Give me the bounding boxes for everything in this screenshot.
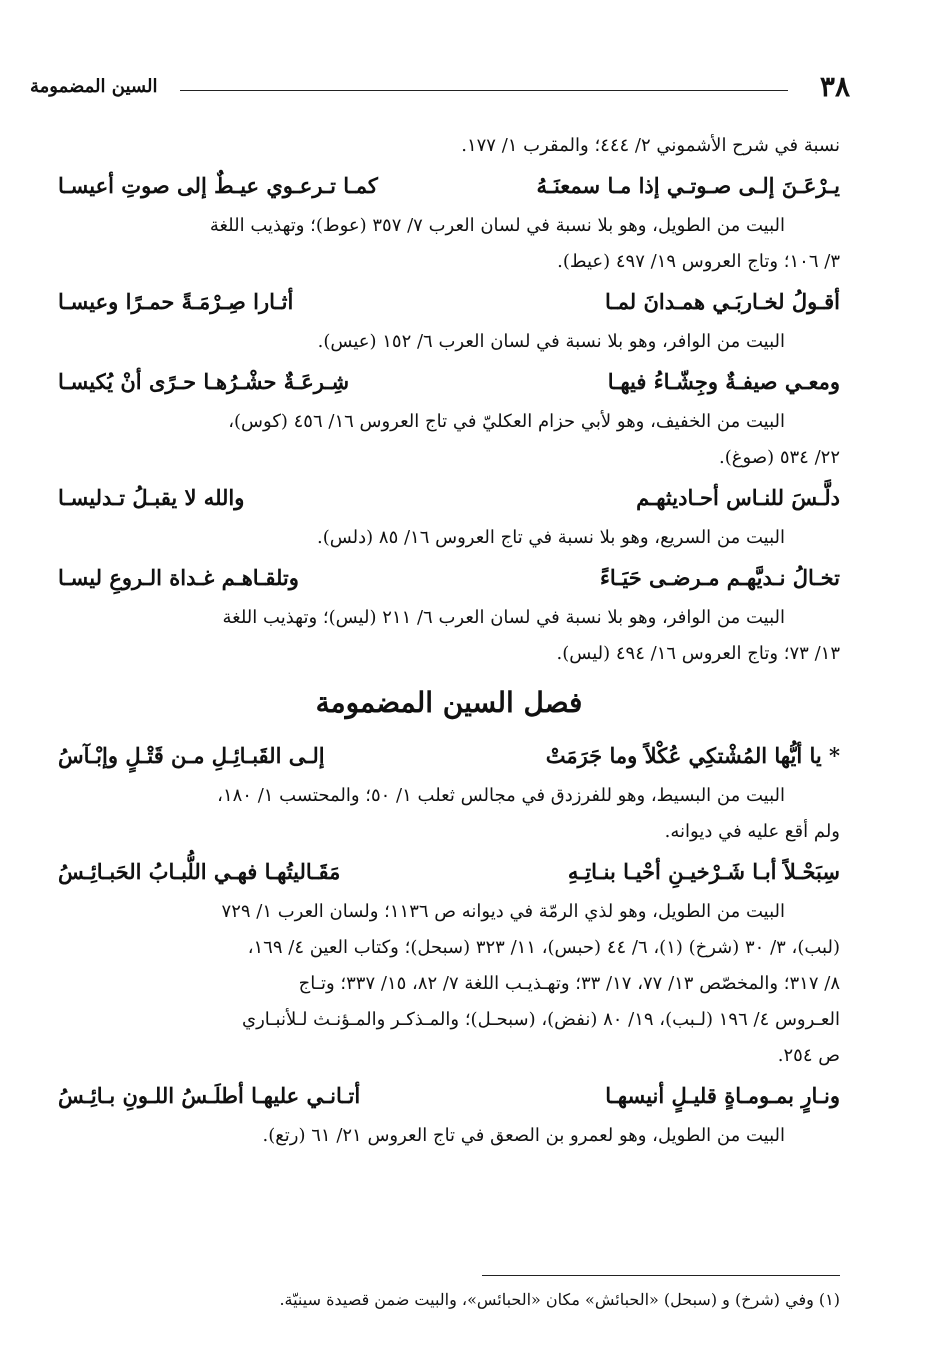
running-section-title: السين المضمومة <box>30 76 158 97</box>
source-citation-line: البيت من الطويل، وهو بلا نسبة في لسان العرب ٧/ ٣٥٧ (عوط)؛ وتهذيب اللغة <box>209 215 785 236</box>
source-citation-line: ٢٢/ ٥٣٤ (صوغ). <box>719 447 840 468</box>
verse-line <box>58 556 840 600</box>
chapter-heading: فصل السين المضمومة <box>315 686 583 719</box>
source-citation-line: البيت من الوافر، وهو بلا نسبة في لسان العرب ٦/ ٢١١ (ليس)؛ وتهذيب اللغة <box>222 607 785 628</box>
source-citation-line: (لبب)، ٣/ ٣٠ (شرخ) (١)، ٦/ ٤٤ (حبس)، ١١/ ٣٢٣ (سبحل)؛ وكتاب العين ٤/ ١٦٩، <box>247 937 840 958</box>
verse-first-hemistich: أقـولُ لخـاربَـي همـدانَ لمـا <box>605 289 840 314</box>
intro-line: نسبة في شرح الأشموني ٢/ ٤٤٤؛ والمقرب ١/ ١٧٧. <box>461 135 840 156</box>
verse-second-hemistich: مَقَـاليتُهـا فهـي اللُّبـابُ الحَبـائِـسُ <box>58 859 341 884</box>
entries-after <box>58 734 840 1154</box>
page-content <box>58 128 840 1154</box>
verse-first-hemistich: سِبَحْـلاً أبـا شَـرْخيـنِ أحْيـا بنـاتِـهِ <box>567 859 840 884</box>
verse-line <box>58 476 840 520</box>
source-citation-line: ص ٢٥٤. <box>777 1045 840 1066</box>
verse-second-hemistich: شِـرعَـةٌ حشْـرُهـا حـرًى أنْ يُكيسـا <box>58 369 350 394</box>
verse-second-hemistich: والله لا يقبـلُ تـدليسـا <box>58 485 245 510</box>
poem-entry <box>58 850 840 1074</box>
entries-before <box>58 164 840 672</box>
source-citation-line: ١٣/ ٧٣؛ وتاج العروس ١٦/ ٤٩٤ (ليس). <box>556 643 840 664</box>
poem-entry <box>58 280 840 360</box>
verse-first-hemistich: تخـالُ نـديَّهـم مـرضـى حَيَـاءً <box>599 565 840 590</box>
verse-second-hemistich: كمـا تـرعـوي عيـطٌ إلى صوتِ أعيسـا <box>58 173 378 198</box>
source-citation-line: ولم أقع عليه في ديوانه. <box>664 821 840 842</box>
footnote: (١) وفي (شرخ) و (سبحل) «الحبائش» مكان «الحبائس»، والبيت ضمن قصيدة سينيّة. <box>279 1290 840 1309</box>
verse-second-hemistich: إلـى القَبـائِـلِ مـن قَتْـلٍ وإبْـآسُ <box>58 743 325 768</box>
verse-first-hemistich: يـرْعَـنَ إلـى صـوتـي إذا مـا سمعنَـهُ <box>536 173 840 198</box>
verse-first-hemistich: ومعـي صيفـةٌ وجِشّـاءُ فيهـا <box>607 369 840 394</box>
verse-line <box>58 850 840 894</box>
poem-entry <box>58 476 840 556</box>
verse-line <box>58 734 840 778</box>
verse-second-hemistich: وتلقـاهـم غـداة الـروعِ ليسـا <box>58 565 299 590</box>
source-citation-line: البيت من الخفيف، وهو لأبي حزام العكليّ في تاج العروس ١٦/ ٤٥٦ (كوس)، <box>228 411 785 432</box>
page-number: ٣٨ <box>819 70 850 103</box>
poem-entry <box>58 556 840 672</box>
page-header <box>30 70 850 110</box>
header-rule <box>180 90 788 91</box>
verse-second-hemistich: أثـارا صِـرْمَـةً حمـرًا وعيسـا <box>58 289 294 314</box>
poem-entry <box>58 360 840 476</box>
footnote-rule <box>482 1275 840 1276</box>
verse-first-hemistich: ونـارٍ بمـومـاةٍ قليـلٍ أنيسهـا <box>605 1083 840 1108</box>
source-citation-line: ٨/ ٣١٧؛ والمخصّص ١٣/ ٧٧، ١٧/ ٣٣؛ وتهـذيـب اللغة ٧/ ٨٢، ١٥/ ٣٣٧؛ وتـاج <box>298 973 840 994</box>
verse-line <box>58 1074 840 1118</box>
verse-line <box>58 164 840 208</box>
source-citation-line: البيت من الطويل، وهو لذي الرمّة في ديوانه ص ١١٣٦؛ ولسان العرب ١/ ٧٢٩ <box>221 901 785 922</box>
verse-first-hemistich: * يا أيُّها المُشْتكِي عُكْلاً وما جَرَمَتْ <box>545 743 840 768</box>
verse-line <box>58 280 840 324</box>
source-citation-line: ٣/ ١٠٦؛ وتاج العروس ١٩/ ٤٩٧ (عيط). <box>557 251 840 272</box>
source-citation-line: البيت من البسيط، وهو للفرزدق في مجالس ثعلب ١/ ٥٠؛ والمحتسب ١/ ١٨٠، <box>217 785 785 806</box>
verse-second-hemistich: أتـانـي عليهـا أطلَـسُ اللـونِ بـائِـسُ <box>58 1083 361 1108</box>
poem-entry <box>58 1074 840 1154</box>
source-citation-line: العـروس ٤/ ١٩٦ (لـبب)، ١٩/ ٨٠ (نفض)، (سبحـل)؛ والمـذكـر والمـؤنـث لـلأنبـاري <box>241 1009 840 1030</box>
source-citation-line: البيت من السريع، وهو بلا نسبة في تاج العروس ١٦/ ٨٥ (دلس). <box>316 527 785 548</box>
verse-line <box>58 360 840 404</box>
source-citation-line: البيت من الوافر، وهو بلا نسبة في لسان العرب ٦/ ١٥٢ (عيس). <box>317 331 785 352</box>
poem-entry <box>58 734 840 850</box>
verse-first-hemistich: دلَّـسَ للنـاس أحـاديثهـم <box>636 485 840 510</box>
poem-entry <box>58 164 840 280</box>
source-citation-line: البيت من الطويل، وهو لعمرو بن الصعق في تاج العروس ٢١/ ٦١ (رتع). <box>262 1125 785 1146</box>
